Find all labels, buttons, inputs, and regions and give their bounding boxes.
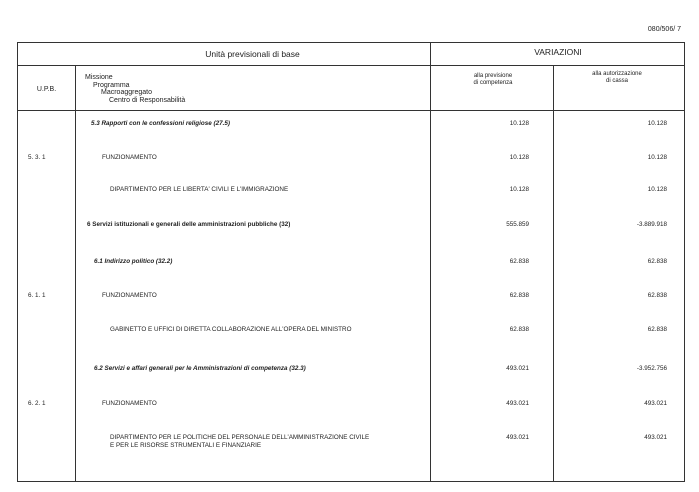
budget-table (17, 42, 685, 482)
table-row: 5. 3. 1 FUNZIONAMENTO 10.128 10.128 (28, 154, 667, 161)
upb-label: U.P.B. (36, 86, 57, 93)
table-row: DIPARTIMENTO PER LE LIBERTA' CIVILI E L'IMMIGRAZIONE 10.128 10.128 (110, 186, 667, 193)
page-code: 080/506/ 7 (647, 26, 681, 33)
table-row: 6. 2. 1 FUNZIONAMENTO 493.021 493.021 (28, 400, 667, 407)
table-row: 5.3 Rapporti con le confessioni religiose (27.5) 10.128 10.128 (91, 120, 667, 127)
centro-line: Centro di Responsabilità (109, 96, 186, 104)
header-divider-bottom (18, 110, 684, 111)
table-row: 6.1 Indirizzo politico (32.2) 62.838 62.838 (94, 258, 667, 265)
header-divider-top (18, 65, 684, 66)
mission-hierarchy (85, 74, 185, 104)
table-row: DIPARTIMENTO PER LE POLITICHE DEL PERSONALE DELL'AMMINISTRAZIONE CIVILE E PER LE RISORSE STRUMENTALI E FINANZIARIE 493.021 493.021 (110, 434, 667, 449)
programma-line: Programma (93, 81, 130, 89)
col-competenza-header: alla previsione di competenza (473, 73, 513, 86)
macroaggregato-line: Macroaggregato (101, 89, 152, 96)
variazioni-title: VARIAZIONI (534, 47, 582, 57)
table-row: 6 Servizi istituzionali e generali delle amministrazioni pubbliche (32) 555.859 -3.889.918 (87, 221, 667, 228)
table-row: 6. 1. 1 FUNZIONAMENTO 62.838 62.838 (28, 292, 667, 299)
col-cassa-header: alla autorizzazione di cassa (592, 71, 642, 84)
mission-line: Missione (85, 74, 113, 81)
table-row: GABINETTO E UFFICI DI DIRETTA COLLABORAZIONE ALL'OPERA DEL MINISTRO 62.838 62.838 (110, 326, 667, 333)
unita-title: Unità previsionali di base (205, 49, 300, 59)
table-row: 6.2 Servizi e affari generali per le Amministrazioni di competenza (32.3) 493.021 -3.952.756 (94, 365, 667, 372)
